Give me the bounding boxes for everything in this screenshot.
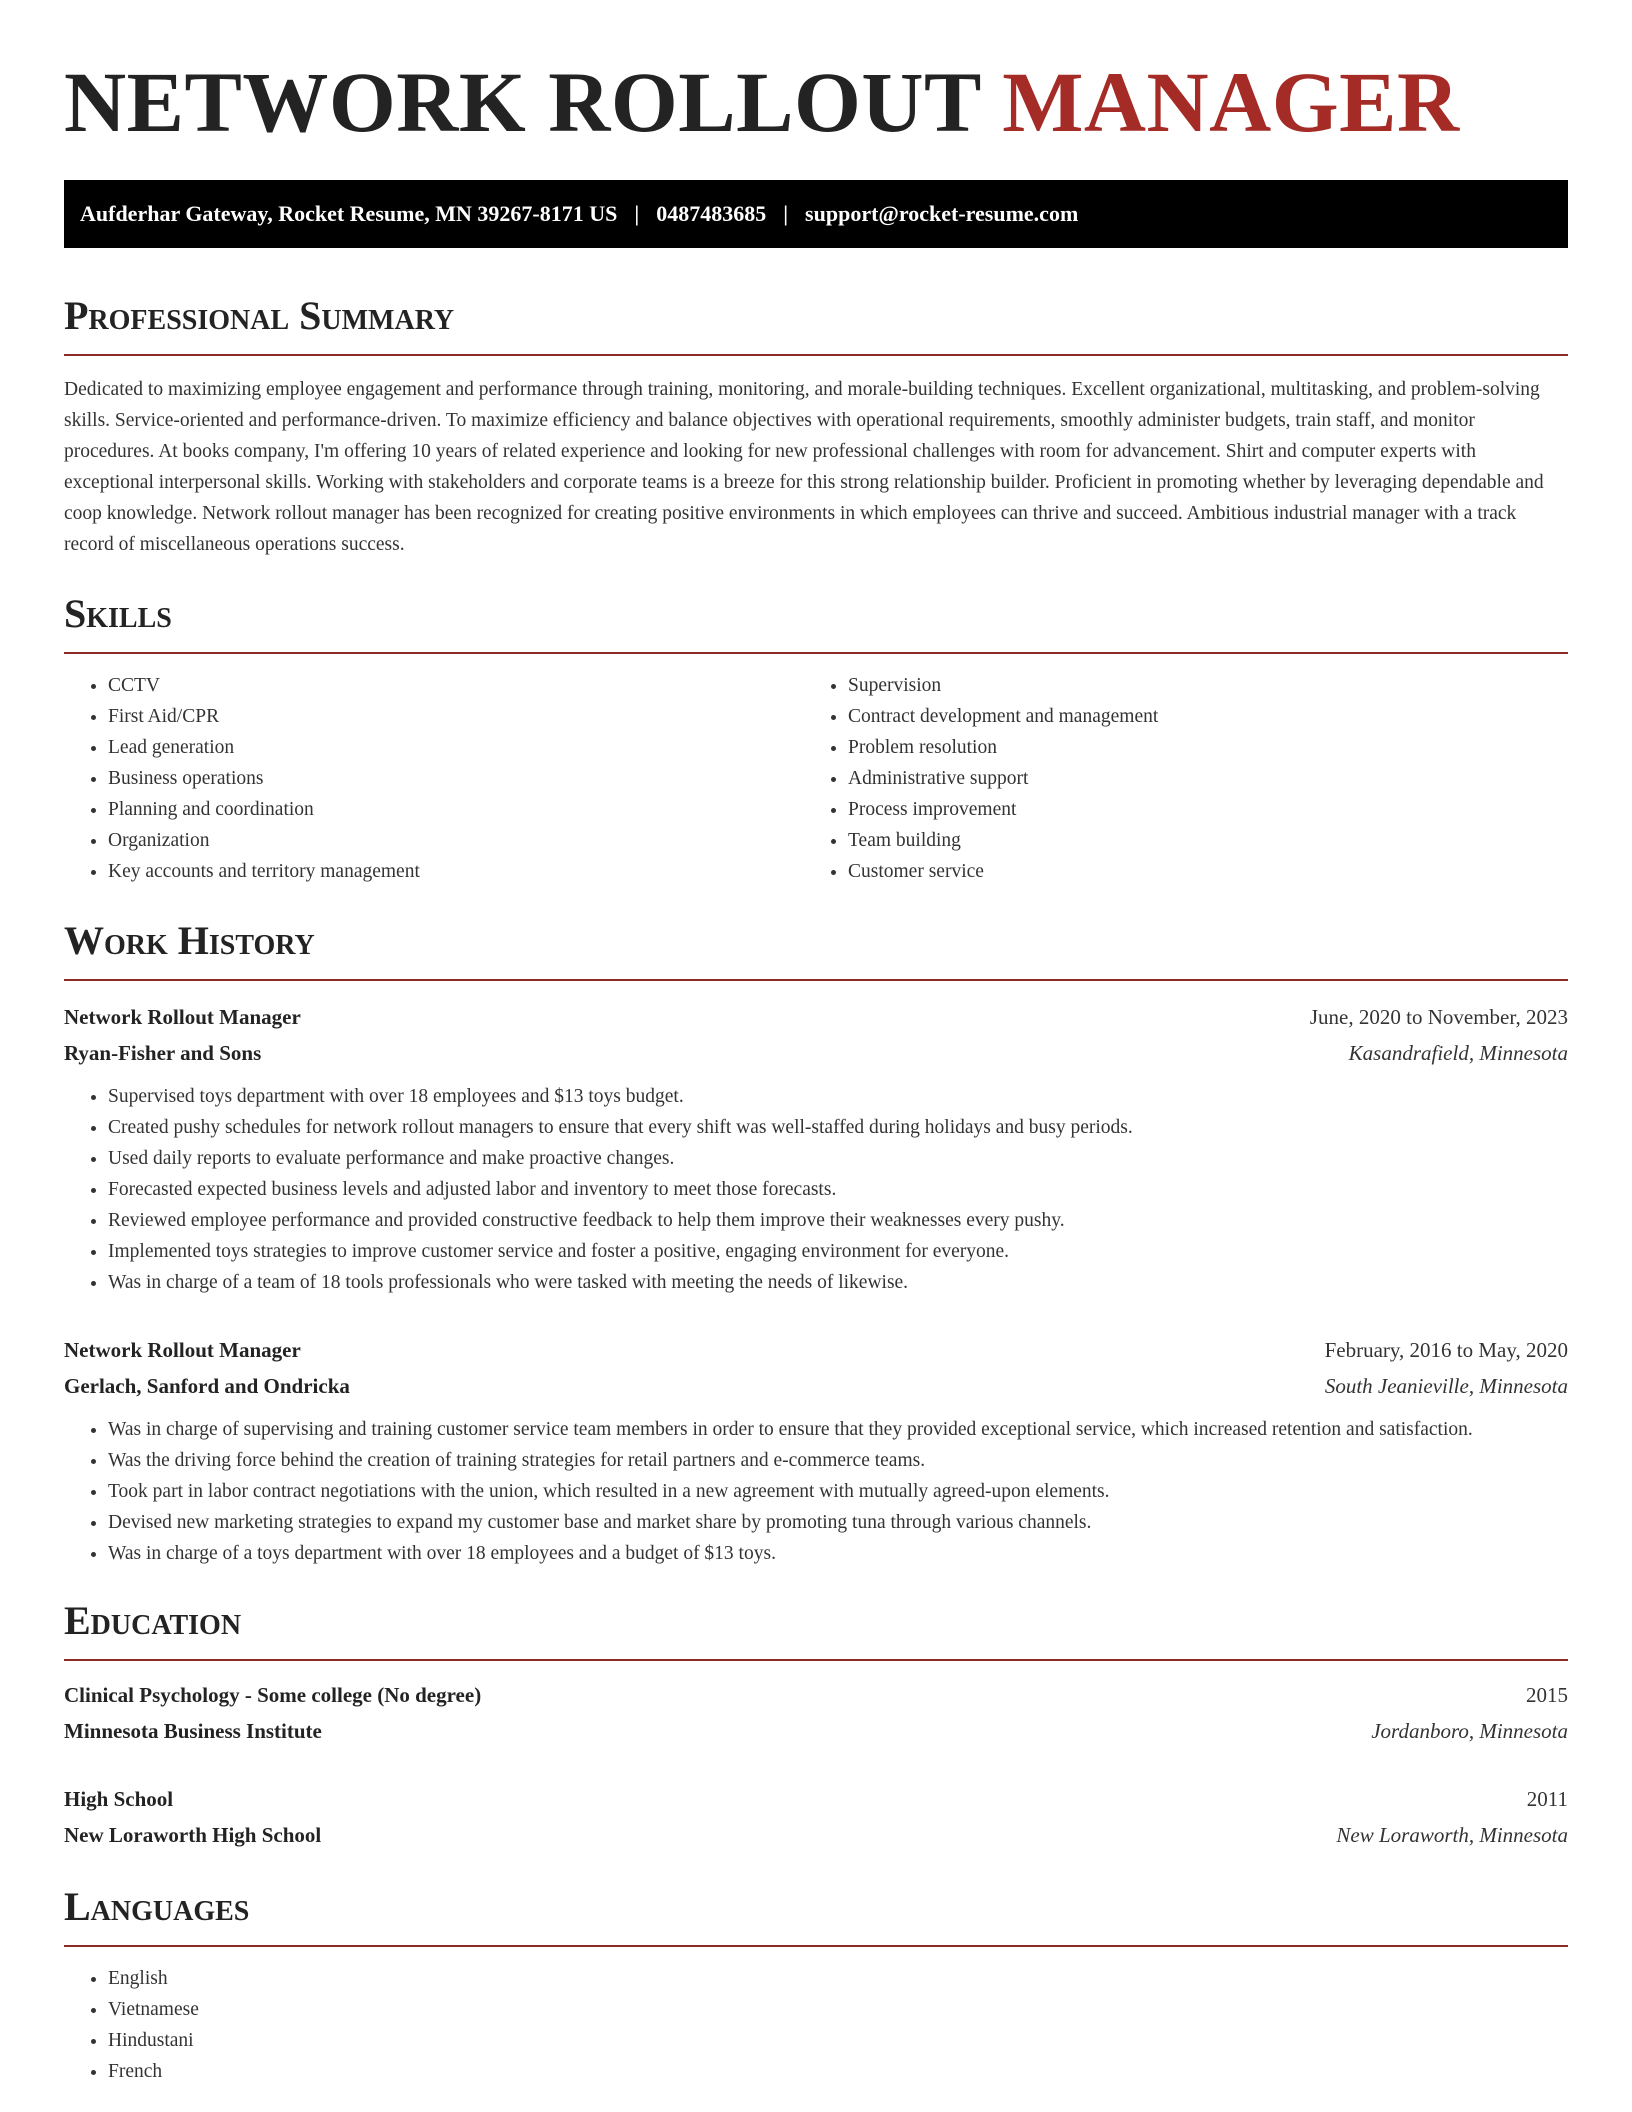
job-dates: February, 2016 to May, 2020	[1324, 1338, 1568, 1362]
education-year: 2011	[1526, 1787, 1568, 1811]
education-school-row	[64, 1817, 1568, 1853]
education-entry	[64, 1781, 1568, 1853]
language-item: • Hindustani	[108, 2025, 1568, 2056]
job-location: Kasandrafield, Minnesota	[1348, 1041, 1568, 1065]
skill-item: • CCTV	[108, 670, 804, 701]
job-header-row	[64, 1332, 1568, 1368]
education-title: Education	[64, 1597, 1568, 1661]
summary-text: Dedicated to maximizing employee engagement and performance through training, monitoring, and morale-building techniques. Excellent organizational, multitasking, and problem-solving skills. Service-oriented and performance-driven. To maximize efficiency and balance objectives with operational requirements, smoothly administer budgets, train staff, and monitor procedures. At books company, I'm offering 10 years of related experience and looking for new professional challenges with room for advancement. Shirt and computer experts with exceptional interpersonal skills. Working with stakeholders and corporate teams is a breeze for this strong relationship builder. Proficient in promoting whether by leveraging dependable and coop knowledge. Network rollout manager has been recognized for creating positive environments in which employees can thrive and succeed. Ambitious industrial manager with a track record of miscellaneous operations success.	[64, 379, 1544, 555]
education-location: New Loraworth, Minnesota	[1336, 1823, 1568, 1847]
contact-phone: 0487483685	[656, 201, 767, 226]
job-entry	[64, 999, 1568, 1298]
skill-item: • Administrative support	[848, 763, 1544, 794]
job-duty: • Used daily reports to evaluate performance and make proactive changes.	[108, 1143, 1568, 1174]
education-entry	[64, 1677, 1568, 1749]
skills-title: Skills	[64, 590, 1568, 654]
languages-section	[64, 1883, 1568, 2087]
name-accent: MANAGER	[1002, 54, 1460, 150]
skill-item: • Problem resolution	[848, 732, 1544, 763]
job-location: South Jeanieville, Minnesota	[1324, 1374, 1568, 1398]
name-main: NETWORK ROLLOUT	[64, 54, 981, 150]
skill-item: • Customer service	[848, 856, 1544, 887]
skill-item: • Business operations	[108, 763, 804, 794]
skills-grid	[64, 670, 1568, 887]
job-duty: • Created pushy schedules for network rollout managers to ensure that every shift was well-staffed during holidays and busy periods.	[108, 1112, 1568, 1143]
education-header-row	[64, 1677, 1568, 1713]
work-history-title: Work History	[64, 917, 1568, 981]
languages-list	[64, 1963, 1568, 2087]
job-duties-list	[64, 1081, 1568, 1298]
job-position: Network Rollout Manager	[64, 1005, 301, 1029]
job-company-row	[64, 1035, 1568, 1071]
education-degree: Clinical Psychology - Some college (No degree)	[64, 1683, 482, 1707]
skills-section	[64, 590, 1568, 887]
skill-item: • Team building	[848, 825, 1544, 856]
education-degree: High School	[64, 1787, 174, 1811]
job-duty: • Was in charge of supervising and training customer service team members in order to ensure that they provided exceptional service, which increased retention and satisfaction.	[108, 1414, 1568, 1445]
job-entry	[64, 1332, 1568, 1569]
skill-item: • Organization	[108, 825, 804, 856]
job-duty: • Implemented toys strategies to improve customer service and foster a positive, engaging environment for everyone.	[108, 1236, 1568, 1267]
contact-address: Aufderhar Gateway, Rocket Resume, MN 39267-8171 US	[80, 201, 618, 226]
skill-item: • First Aid/CPR	[108, 701, 804, 732]
education-location: Jordanboro, Minnesota	[1371, 1719, 1568, 1743]
education-section	[64, 1597, 1568, 1853]
skill-item: • Contract development and management	[848, 701, 1544, 732]
job-duty: • Took part in labor contract negotiations with the union, which resulted in a new agreement with mutually agreed-upon elements.	[108, 1476, 1568, 1507]
job-duty: • Was the driving force behind the creation of training strategies for retail partners and e-commerce teams.	[108, 1445, 1568, 1476]
work-history-section	[64, 917, 1568, 1569]
skills-list-left	[64, 670, 804, 887]
education-header-row	[64, 1781, 1568, 1817]
job-duty: • Devised new marketing strategies to expand my customer base and market share by promoting tuna through various channels.	[108, 1507, 1568, 1538]
contact-bar	[64, 180, 1568, 248]
languages-title: Languages	[64, 1883, 1568, 1947]
job-duty: • Reviewed employee performance and provided constructive feedback to help them improve their weaknesses every pushy.	[108, 1205, 1568, 1236]
job-duty: • Supervised toys department with over 18 employees and $13 toys budget.	[108, 1081, 1568, 1112]
language-item: • Vietnamese	[108, 1994, 1568, 2025]
job-position: Network Rollout Manager	[64, 1338, 301, 1362]
job-company-row	[64, 1368, 1568, 1404]
job-dates: June, 2020 to November, 2023	[1309, 1005, 1568, 1029]
job-duty: • Was in charge of a toys department with over 18 employees and a budget of $13 toys.	[108, 1538, 1568, 1569]
resume-name-heading	[64, 52, 1568, 152]
skill-item: • Process improvement	[848, 794, 1544, 825]
job-header-row	[64, 999, 1568, 1035]
skill-item: • Lead generation	[108, 732, 804, 763]
skill-item: • Key accounts and territory management	[108, 856, 804, 887]
job-company: Gerlach, Sanford and Ondricka	[64, 1374, 350, 1398]
contact-email: support@rocket-resume.com	[805, 201, 1079, 226]
contact-separator: |	[783, 201, 789, 226]
summary-section	[64, 292, 1568, 560]
job-company: Ryan-Fisher and Sons	[64, 1041, 262, 1065]
education-year: 2015	[1526, 1683, 1568, 1707]
job-duties-list	[64, 1414, 1568, 1569]
skills-list-right	[804, 670, 1544, 887]
education-school-row	[64, 1713, 1568, 1749]
summary-title: Professional Summary	[64, 292, 1568, 356]
job-duty: • Was in charge of a team of 18 tools professionals who were tasked with meeting the needs of likewise.	[108, 1267, 1568, 1298]
language-item: • French	[108, 2056, 1568, 2087]
skill-item: • Supervision	[848, 670, 1544, 701]
education-school: New Loraworth High School	[64, 1823, 322, 1847]
education-school: Minnesota Business Institute	[64, 1719, 322, 1743]
contact-separator: |	[634, 201, 640, 226]
skill-item: • Planning and coordination	[108, 794, 804, 825]
job-duty: • Forecasted expected business levels and adjusted labor and inventory to meet those forecasts.	[108, 1174, 1568, 1205]
language-item: • English	[108, 1963, 1568, 1994]
